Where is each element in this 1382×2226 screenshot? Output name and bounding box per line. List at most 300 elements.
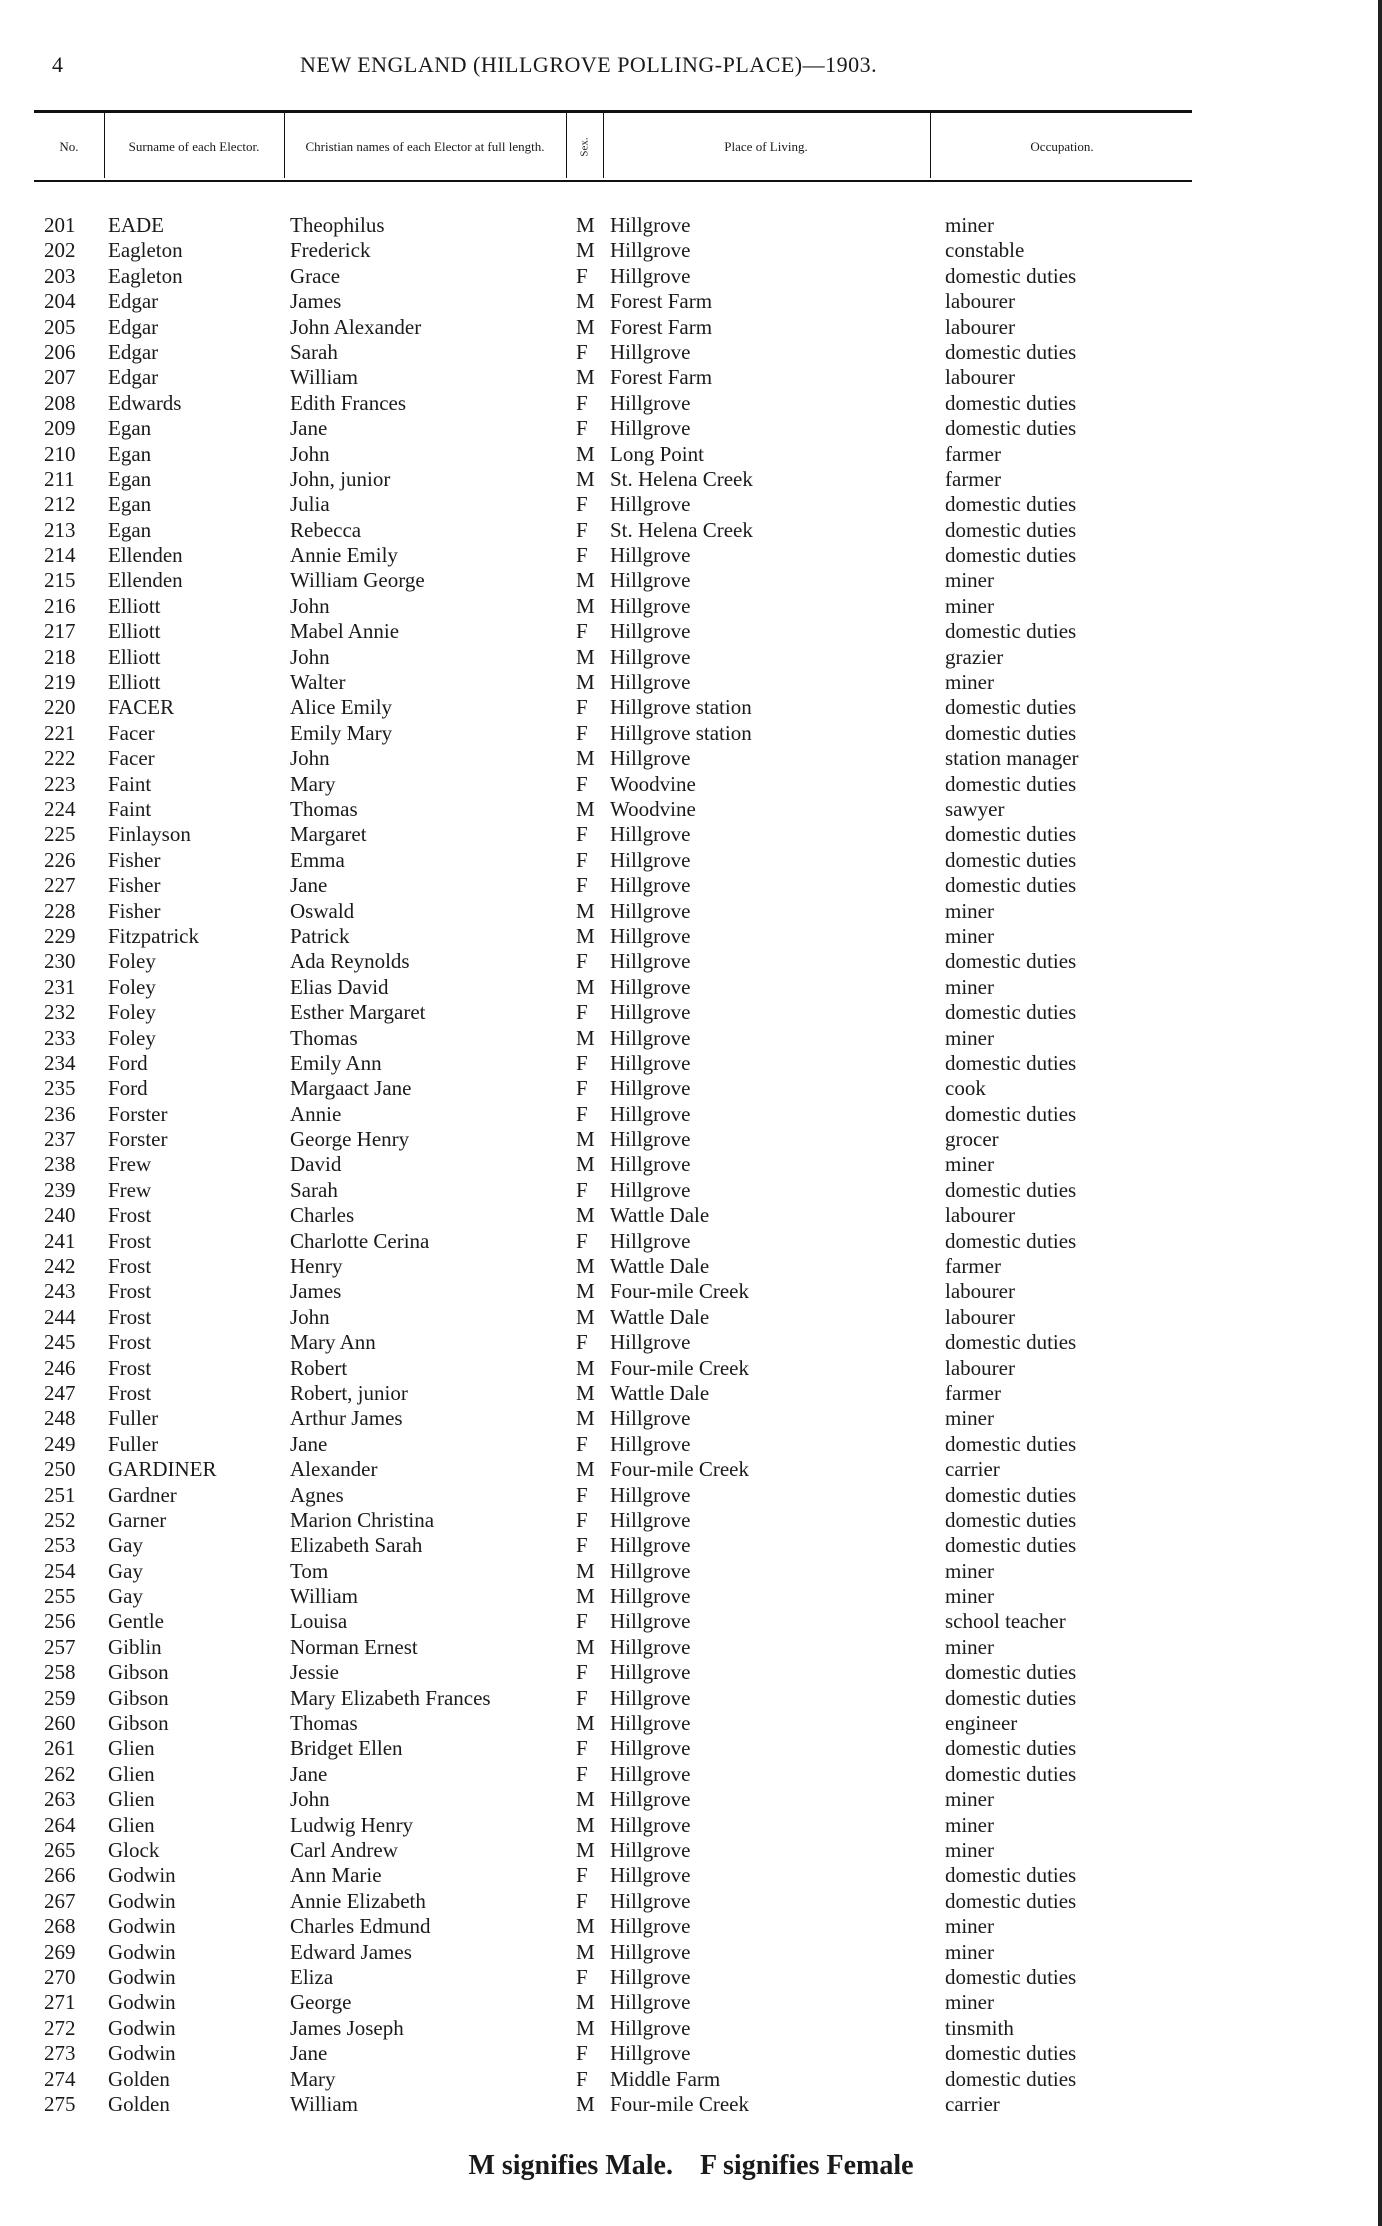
- table-row: [0, 1381, 1382, 1406]
- cell-christian-names: Robert, junior: [290, 1380, 408, 1405]
- cell-number: 217: [44, 619, 76, 644]
- cell-surname: Elliott: [108, 644, 161, 669]
- cell-occupation: miner: [945, 1634, 994, 1659]
- cell-christian-names: Robert: [290, 1355, 348, 1380]
- cell-occupation: domestic duties: [945, 1000, 1077, 1025]
- table-row: [0, 2092, 1382, 2117]
- cell-number: 238: [44, 1152, 76, 1177]
- cell-sex: F: [576, 390, 588, 415]
- cell-christian-names: William George: [290, 568, 425, 593]
- cell-number: 261: [44, 1736, 76, 1761]
- table-row: [0, 899, 1382, 924]
- cell-occupation: miner: [945, 1584, 994, 1609]
- cell-occupation: domestic duties: [945, 1482, 1077, 1507]
- cell-sex: F: [576, 1101, 588, 1126]
- table-row: [0, 1330, 1382, 1355]
- cell-christian-names: Emily Mary: [290, 720, 393, 745]
- cell-place: Wattle Dale: [610, 1203, 710, 1228]
- cell-number: 255: [44, 1584, 76, 1609]
- cell-occupation: grocer: [945, 1127, 999, 1152]
- cell-number: 245: [44, 1330, 76, 1355]
- cell-surname: Facer: [108, 720, 155, 745]
- cell-christian-names: Sarah: [290, 339, 338, 364]
- table-row: [0, 1914, 1382, 1939]
- cell-occupation: domestic duties: [945, 492, 1077, 517]
- cell-occupation: domestic duties: [945, 1761, 1077, 1786]
- cell-place: Hillgrove: [610, 1076, 691, 1101]
- cell-place: Hillgrove: [610, 1914, 691, 1939]
- cell-surname: Godwin: [108, 1939, 176, 1964]
- cell-number: 265: [44, 1838, 76, 1862]
- cell-place: Hillgrove: [610, 390, 691, 415]
- table-row: [0, 2016, 1382, 2041]
- cell-number: 267: [44, 1888, 76, 1913]
- cell-sex: F: [576, 1177, 588, 1202]
- cell-sex: M: [576, 2015, 595, 2040]
- cell-number: 239: [44, 1177, 76, 1202]
- cell-surname: Elliott: [108, 670, 161, 695]
- cell-christian-names: Jane: [290, 1431, 328, 1456]
- cell-place: Middle Farm: [610, 2066, 721, 2091]
- cell-occupation: domestic duties: [945, 1660, 1077, 1685]
- table-row: [0, 1736, 1382, 1761]
- table-row: [0, 1432, 1382, 1457]
- cell-number: 231: [44, 974, 76, 999]
- cell-surname: Golden: [108, 2066, 170, 2091]
- cell-number: 234: [44, 1050, 76, 1075]
- cell-place: Hillgrove: [610, 1228, 691, 1253]
- cell-surname: Godwin: [108, 2015, 176, 2040]
- table-row: [0, 645, 1382, 670]
- cell-surname: Godwin: [108, 1914, 176, 1939]
- cell-place: Hillgrove: [610, 898, 691, 923]
- cell-occupation: domestic duties: [945, 543, 1077, 568]
- cell-place: Hillgrove: [610, 923, 691, 948]
- cell-number: 229: [44, 923, 76, 948]
- cell-surname: Godwin: [108, 1964, 176, 1989]
- cell-place: Hillgrove: [610, 1558, 691, 1583]
- cell-number: 207: [44, 365, 76, 390]
- cell-number: 206: [44, 339, 76, 364]
- cell-sex: M: [576, 1127, 595, 1152]
- cell-surname: Egan: [108, 466, 152, 491]
- cell-place: Hillgrove: [610, 1025, 691, 1050]
- cell-number: 202: [44, 238, 76, 263]
- cell-surname: Facer: [108, 746, 155, 771]
- header-christian: Christian names of each Elector at full length.: [305, 138, 545, 154]
- table-row: [0, 1889, 1382, 1914]
- cell-occupation: miner: [945, 1812, 994, 1837]
- cell-place: Hillgrove: [610, 339, 691, 364]
- cell-number: 263: [44, 1787, 76, 1812]
- cell-occupation: domestic duties: [945, 1533, 1077, 1558]
- cell-number: 223: [44, 771, 76, 796]
- cell-sex: F: [576, 1050, 588, 1075]
- cell-number: 274: [44, 2066, 76, 2091]
- cell-sex: F: [576, 1609, 588, 1634]
- cell-occupation: labourer: [945, 365, 1015, 390]
- table-row: [0, 213, 1382, 238]
- table-row: [0, 1635, 1382, 1660]
- cell-sex: M: [576, 1025, 595, 1050]
- cell-christian-names: John: [290, 441, 330, 466]
- cell-number: 266: [44, 1863, 76, 1888]
- cell-christian-names: Norman Ernest: [290, 1634, 418, 1659]
- cell-place: Four-mile Creek: [610, 2091, 749, 2116]
- header-surname: Surname of each Elector.: [128, 138, 260, 154]
- table-row: [0, 1203, 1382, 1228]
- cell-sex: M: [576, 1254, 595, 1279]
- cell-sex: F: [576, 1000, 588, 1025]
- cell-place: Hillgrove: [610, 1609, 691, 1634]
- cell-number: 273: [44, 2041, 76, 2066]
- cell-sex: F: [576, 822, 588, 847]
- table-row: [0, 1863, 1382, 1888]
- cell-surname: Ford: [108, 1050, 148, 1075]
- cell-sex: F: [576, 720, 588, 745]
- cell-place: Hillgrove: [610, 1431, 691, 1456]
- table-row: [0, 1711, 1382, 1736]
- cell-occupation: domestic duties: [945, 1685, 1077, 1710]
- cell-place: Hillgrove: [610, 1990, 691, 2015]
- cell-surname: Glock: [108, 1838, 160, 1862]
- cell-sex: F: [576, 1736, 588, 1761]
- cell-christian-names: Charles: [290, 1203, 355, 1228]
- cell-place: Hillgrove: [610, 974, 691, 999]
- cell-christian-names: John: [290, 746, 330, 771]
- cell-christian-names: Jessie: [290, 1660, 339, 1685]
- cell-christian-names: John: [290, 1304, 330, 1329]
- cell-occupation: miner: [945, 1939, 994, 1964]
- cell-surname: Edgar: [108, 339, 159, 364]
- cell-sex: M: [576, 796, 595, 821]
- cell-christian-names: Mary: [290, 2066, 336, 2091]
- cell-sex: M: [576, 1584, 595, 1609]
- cell-christian-names: Emily Ann: [290, 1050, 382, 1075]
- cell-christian-names: Mary Elizabeth Frances: [290, 1685, 491, 1710]
- cell-occupation: labourer: [945, 1304, 1015, 1329]
- cell-surname: Frew: [108, 1177, 152, 1202]
- cell-number: 251: [44, 1482, 76, 1507]
- cell-surname: Foley: [108, 1025, 156, 1050]
- header-place: Place of Living.: [724, 138, 808, 154]
- table-row: [0, 848, 1382, 873]
- legend-female: F signifies Female: [699, 2150, 914, 2181]
- cell-place: Hillgrove: [610, 492, 691, 517]
- header-sex-label: Sex.: [578, 136, 591, 157]
- cell-number: 224: [44, 796, 76, 821]
- cell-surname: Fuller: [108, 1406, 159, 1431]
- cell-christian-names: Louisa: [290, 1609, 348, 1634]
- cell-occupation: constable: [945, 238, 1025, 263]
- cell-christian-names: Tom: [290, 1558, 329, 1583]
- cell-sex: F: [576, 416, 588, 441]
- table-row: [0, 1229, 1382, 1254]
- cell-place: Long Point: [610, 441, 704, 466]
- cell-surname: Ford: [108, 1076, 148, 1101]
- cell-sex: M: [576, 365, 595, 390]
- table-row: [0, 1559, 1382, 1584]
- cell-place: Hillgrove: [610, 213, 691, 237]
- cell-christian-names: Emma: [290, 847, 345, 872]
- cell-surname: Godwin: [108, 1863, 176, 1888]
- cell-christian-names: Edith Frances: [290, 390, 407, 415]
- cell-christian-names: Margaret: [290, 822, 367, 847]
- cell-occupation: miner: [945, 1914, 994, 1939]
- cell-surname: Elliott: [108, 619, 161, 644]
- cell-place: Hillgrove: [610, 1787, 691, 1812]
- cell-surname: Edgar: [108, 314, 159, 339]
- cell-surname: Finlayson: [108, 822, 191, 847]
- cell-sex: M: [576, 1634, 595, 1659]
- table-row: [0, 442, 1382, 467]
- cell-surname: Godwin: [108, 1990, 176, 2015]
- cell-surname: Foley: [108, 949, 156, 974]
- cell-number: 227: [44, 873, 76, 898]
- cell-sex: M: [576, 1812, 595, 1837]
- cell-place: Hillgrove: [610, 416, 691, 441]
- header-sex: [567, 113, 602, 180]
- cell-surname: Golden: [108, 2091, 170, 2116]
- header-no: No.: [59, 138, 79, 154]
- cell-occupation: station manager: [945, 746, 1079, 771]
- cell-sex: M: [576, 593, 595, 618]
- cell-occupation: domestic duties: [945, 949, 1077, 974]
- cell-surname: FACER: [108, 695, 175, 720]
- cell-number: 240: [44, 1203, 76, 1228]
- table-row: [0, 416, 1382, 441]
- cell-christian-names: Grace: [290, 263, 341, 288]
- cell-occupation: miner: [945, 1558, 994, 1583]
- table-row: [0, 949, 1382, 974]
- table-row: [0, 1152, 1382, 1177]
- cell-occupation: domestic duties: [945, 720, 1077, 745]
- cell-number: 210: [44, 441, 76, 466]
- cell-occupation: domestic duties: [945, 1101, 1077, 1126]
- cell-sex: F: [576, 1761, 588, 1786]
- cell-christian-names: John: [290, 644, 330, 669]
- cell-place: Four-mile Creek: [610, 1457, 749, 1482]
- table-row: [0, 1102, 1382, 1127]
- cell-place: Hillgrove: [610, 1406, 691, 1431]
- cell-place: Hillgrove: [610, 1838, 691, 1862]
- cell-occupation: domestic duties: [945, 695, 1077, 720]
- cell-place: Hillgrove: [610, 1330, 691, 1355]
- cell-christian-names: Ludwig Henry: [290, 1812, 414, 1837]
- cell-occupation: miner: [945, 898, 994, 923]
- cell-sex: M: [576, 898, 595, 923]
- cell-sex: M: [576, 1914, 595, 1939]
- cell-occupation: domestic duties: [945, 1050, 1077, 1075]
- cell-number: 230: [44, 949, 76, 974]
- cell-place: Hillgrove: [610, 1152, 691, 1177]
- table-row: [0, 1026, 1382, 1051]
- cell-surname: Elliott: [108, 593, 161, 618]
- cell-place: Hillgrove: [610, 1050, 691, 1075]
- cell-place: Forest Farm: [610, 365, 713, 390]
- cell-sex: M: [576, 670, 595, 695]
- cell-place: Hillgrove: [610, 1127, 691, 1152]
- page-number: 4: [52, 52, 63, 77]
- table-row: [0, 670, 1382, 695]
- cell-place: Hillgrove: [610, 822, 691, 847]
- cell-sex: F: [576, 619, 588, 644]
- cell-christian-names: Thomas: [290, 1711, 358, 1736]
- cell-surname: Egan: [108, 416, 152, 441]
- cell-place: Four-mile Creek: [610, 1279, 749, 1304]
- cell-christian-names: Frederick: [290, 238, 371, 263]
- cell-sex: F: [576, 1964, 588, 1989]
- cell-surname: Frost: [108, 1203, 152, 1228]
- cell-place: Wattle Dale: [610, 1304, 710, 1329]
- cell-place: Hillgrove: [610, 1177, 691, 1202]
- cell-sex: F: [576, 1330, 588, 1355]
- table-row: [0, 1686, 1382, 1711]
- table-row: [0, 1483, 1382, 1508]
- cell-christian-names: Theophilus: [290, 213, 385, 237]
- cell-sex: M: [576, 1355, 595, 1380]
- cell-sex: M: [576, 2091, 595, 2116]
- cell-occupation: farmer: [945, 1254, 1001, 1279]
- cell-sex: M: [576, 1380, 595, 1405]
- cell-sex: F: [576, 1228, 588, 1253]
- cell-surname: Gentle: [108, 1609, 164, 1634]
- cell-sex: M: [576, 568, 595, 593]
- cell-place: Hillgrove: [610, 1685, 691, 1710]
- cell-christian-names: James Joseph: [290, 2015, 404, 2040]
- cell-place: Hillgrove: [610, 1964, 691, 1989]
- cell-occupation: carrier: [945, 1457, 1000, 1482]
- cell-surname: EADE: [108, 213, 164, 237]
- cell-sex: M: [576, 466, 595, 491]
- cell-occupation: labourer: [945, 314, 1015, 339]
- cell-place: Hillgrove: [610, 670, 691, 695]
- cell-sex: M: [576, 1304, 595, 1329]
- cell-sex: F: [576, 1076, 588, 1101]
- table-row: [0, 467, 1382, 492]
- cell-occupation: miner: [945, 593, 994, 618]
- cell-occupation: miner: [945, 568, 994, 593]
- cell-surname: Frost: [108, 1330, 152, 1355]
- cell-sex: M: [576, 1203, 595, 1228]
- cell-place: St. Helena Creek: [610, 466, 753, 491]
- cell-christian-names: Charles Edmund: [290, 1914, 431, 1939]
- cell-surname: Fisher: [108, 847, 161, 872]
- cell-occupation: carrier: [945, 2091, 1000, 2116]
- cell-christian-names: John, junior: [290, 466, 391, 491]
- cell-occupation: labourer: [945, 1279, 1015, 1304]
- cell-number: 205: [44, 314, 76, 339]
- cell-surname: Fitzpatrick: [108, 923, 199, 948]
- cell-place: Hillgrove: [610, 1660, 691, 1685]
- cell-surname: Gibson: [108, 1711, 169, 1736]
- cell-number: 269: [44, 1939, 76, 1964]
- cell-surname: Godwin: [108, 1888, 176, 1913]
- cell-number: 232: [44, 1000, 76, 1025]
- cell-occupation: domestic duties: [945, 1228, 1077, 1253]
- cell-place: Hillgrove: [610, 1000, 691, 1025]
- cell-occupation: domestic duties: [945, 1888, 1077, 1913]
- cell-place: Hillgrove: [610, 619, 691, 644]
- cell-christian-names: John: [290, 593, 330, 618]
- cell-occupation: domestic duties: [945, 2041, 1077, 2066]
- table-row: [0, 1762, 1382, 1787]
- cell-sex: M: [576, 1406, 595, 1431]
- cell-christian-names: Annie: [290, 1101, 342, 1126]
- cell-sex: M: [576, 289, 595, 314]
- cell-surname: Gay: [108, 1558, 143, 1583]
- cell-christian-names: Margaact Jane: [290, 1076, 412, 1101]
- cell-christian-names: Julia: [290, 492, 330, 517]
- cell-sex: F: [576, 492, 588, 517]
- cell-sex: F: [576, 1507, 588, 1532]
- cell-number: 247: [44, 1380, 76, 1405]
- cell-sex: F: [576, 2041, 588, 2066]
- cell-occupation: miner: [945, 213, 994, 237]
- cell-place: Woodvine: [610, 771, 696, 796]
- cell-surname: Frost: [108, 1228, 152, 1253]
- cell-surname: Ellenden: [108, 568, 183, 593]
- cell-sex: F: [576, 873, 588, 898]
- cell-number: 260: [44, 1711, 76, 1736]
- cell-number: 241: [44, 1228, 76, 1253]
- cell-number: 252: [44, 1507, 76, 1532]
- cell-place: Hillgrove: [610, 1888, 691, 1913]
- table-row: [0, 1940, 1382, 1965]
- cell-surname: Foley: [108, 974, 156, 999]
- table-row: [0, 1965, 1382, 1990]
- cell-sex: F: [576, 847, 588, 872]
- cell-surname: Egan: [108, 517, 152, 542]
- table-row: [0, 1406, 1382, 1431]
- cell-surname: Eagleton: [108, 263, 183, 288]
- cell-christian-names: Alice Emily: [290, 695, 393, 720]
- cell-surname: Forster: [108, 1101, 168, 1126]
- header-separator: [284, 113, 285, 178]
- cell-place: Four-mile Creek: [610, 1355, 749, 1380]
- cell-number: 264: [44, 1812, 76, 1837]
- cell-christian-names: Edward James: [290, 1939, 412, 1964]
- cell-occupation: domestic duties: [945, 390, 1077, 415]
- cell-occupation: miner: [945, 1152, 994, 1177]
- cell-sex: F: [576, 1431, 588, 1456]
- cell-number: 253: [44, 1533, 76, 1558]
- cell-number: 235: [44, 1076, 76, 1101]
- cell-surname: Frost: [108, 1380, 152, 1405]
- cell-occupation: labourer: [945, 1355, 1015, 1380]
- cell-christian-names: Esther Margaret: [290, 1000, 426, 1025]
- cell-christian-names: Elizabeth Sarah: [290, 1533, 423, 1558]
- cell-place: Hillgrove: [610, 593, 691, 618]
- cell-surname: Frost: [108, 1304, 152, 1329]
- table-row: [0, 594, 1382, 619]
- cell-number: 212: [44, 492, 76, 517]
- cell-sex: M: [576, 1152, 595, 1177]
- cell-number: 270: [44, 1964, 76, 1989]
- table-row: [0, 772, 1382, 797]
- cell-place: Hillgrove: [610, 1533, 691, 1558]
- cell-surname: Gay: [108, 1584, 143, 1609]
- cell-sex: M: [576, 1711, 595, 1736]
- cell-occupation: grazier: [945, 644, 1004, 669]
- cell-surname: Faint: [108, 771, 152, 796]
- cell-occupation: domestic duties: [945, 517, 1077, 542]
- cell-christian-names: James: [290, 1279, 342, 1304]
- cell-occupation: miner: [945, 670, 994, 695]
- cell-sex: F: [576, 263, 588, 288]
- table-row: [0, 1178, 1382, 1203]
- cell-sex: F: [576, 1482, 588, 1507]
